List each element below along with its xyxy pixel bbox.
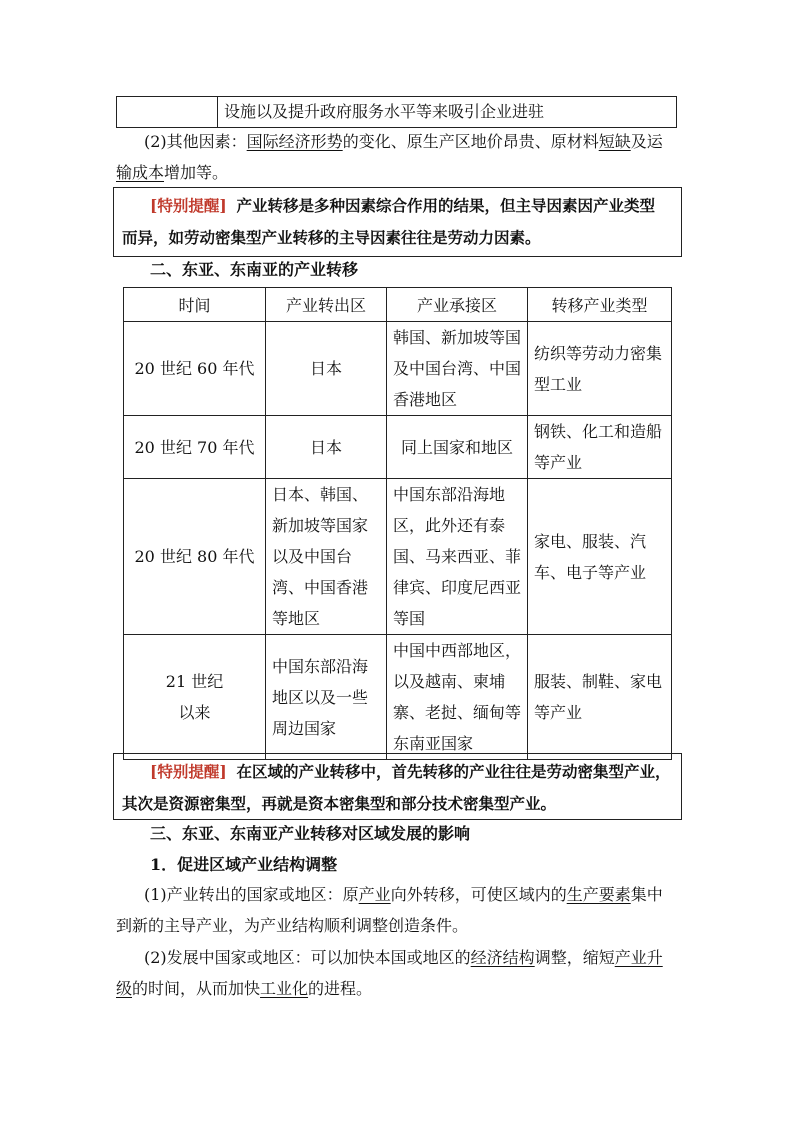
cell-time-line: 以来: [178, 703, 211, 722]
text-run: 的进程。: [308, 979, 373, 998]
header-time: 时间: [124, 288, 266, 322]
cell-time-line: 21 世纪: [165, 672, 224, 691]
text-run: 增加等。: [164, 163, 229, 182]
table-row: [124, 479, 672, 635]
underline-term: 输成本: [116, 163, 165, 182]
reminder-line: [122, 190, 673, 222]
paragraph-outbound-region: [116, 879, 678, 941]
table-row: [124, 416, 672, 479]
cell-time: 20 世纪 60 年代: [124, 322, 266, 416]
cell-in: 韩国、新加坡等国及中国台湾、中国香港地区: [387, 322, 528, 416]
cell-out: 中国东部沿海地区以及一些周边国家: [266, 635, 387, 760]
table-fragment-empty-cell: [117, 97, 218, 127]
cell-in: 同上国家和地区: [387, 416, 528, 479]
text-run: 集中: [630, 885, 663, 904]
reminder-text: 而异，如劳动密集型产业转移的主导因素往往是劳动力因素。: [122, 228, 541, 247]
cell-type: 钢铁、化工和造船等产业: [528, 416, 672, 479]
text-line: 到新的主导产业，为产业结构顺利调整创造条件。: [116, 916, 469, 935]
cell-type: 服装、制鞋、家电等产业: [528, 635, 672, 760]
other-factors-prefix: (2)其他因素：: [144, 132, 247, 151]
other-factors-paragraph: [116, 126, 678, 188]
reminder-text: 其次是资源密集型，再就是资本密集型和部分技术密集型产业。: [122, 794, 557, 813]
cell-type: 纺织等劳动力密集型工业: [528, 322, 672, 416]
underline-term: 工业化: [260, 979, 309, 998]
section-heading-3: 三、东亚、东南亚产业转移对区域发展的影响: [150, 824, 471, 843]
cell-out: 日本、韩国、新加坡等国家以及中国台湾、中国香港等地区: [266, 479, 387, 635]
reminder-tag: [特别提醒]: [150, 762, 227, 781]
cell-time: [124, 635, 266, 760]
text-run: 调整，缩短: [534, 948, 615, 967]
underline-term: 短缺: [598, 132, 631, 151]
header-in-region: 产业承接区: [387, 288, 528, 322]
text-run: 的时间，从而加快: [132, 979, 261, 998]
subsection-heading-1: 1．促进区域产业结构调整: [150, 855, 338, 874]
underline-term: 产业: [358, 885, 391, 904]
text-run: 的变化、原生产区地价昂贵、原材料: [342, 132, 599, 151]
text-run: (1)产业转出的国家或地区：原: [144, 885, 359, 904]
special-reminder-box-1: [113, 187, 682, 257]
reminder-text: 产业转移是多种因素综合作用的结果，但主导因素因产业类型: [236, 196, 656, 215]
cell-out: 日本: [266, 416, 387, 479]
cell-in: 中国东部沿海地区，此外还有泰国、马来西亚、菲律宾、印度尼西亚等国: [387, 479, 528, 635]
table-fragment-text: 设施以及提升政府服务水平等来吸引企业进驻: [224, 102, 545, 121]
text-run: 向外转移，可使区域内的: [390, 885, 567, 904]
header-industry-type: 转移产业类型: [528, 288, 672, 322]
cell-type: 家电、服装、汽车、电子等产业: [528, 479, 672, 635]
reminder-text: 在区域的产业转移中，首先转移的产业往往是劳动密集型产业，: [236, 762, 671, 781]
text-line: [116, 973, 372, 1004]
text-line: [116, 157, 228, 188]
reminder-line: [122, 756, 673, 788]
paragraph-developing-region: [116, 942, 678, 1004]
underline-term: 生产要素: [566, 885, 631, 904]
special-reminder-box-2: [113, 753, 682, 820]
cell-time: 20 世纪 70 年代: [124, 416, 266, 479]
table-fragment-row: [116, 96, 677, 128]
text-run: 及运: [630, 132, 663, 151]
header-out-region: 产业转出区: [266, 288, 387, 322]
section-heading-2: 二、东亚、东南亚的产业转移: [150, 260, 359, 279]
table-row: [124, 635, 672, 760]
table-row: [124, 322, 672, 416]
table-header-row: [124, 288, 672, 322]
cell-out: 日本: [266, 322, 387, 416]
underline-term: 国际经济形势: [246, 132, 343, 151]
industry-transfer-table: [123, 287, 672, 760]
underline-term: 级: [116, 979, 133, 998]
cell-in: 中国中西部地区，以及越南、柬埔寨、老挝、缅甸等东南亚国家: [387, 635, 528, 760]
cell-time: 20 世纪 80 年代: [124, 479, 266, 635]
underline-term: 产业升: [614, 948, 663, 967]
text-run: (2)发展中国家或地区：可以加快本国或地区的: [144, 948, 471, 967]
underline-term: 经济结构: [470, 948, 535, 967]
reminder-tag: [特别提醒]: [150, 196, 227, 215]
